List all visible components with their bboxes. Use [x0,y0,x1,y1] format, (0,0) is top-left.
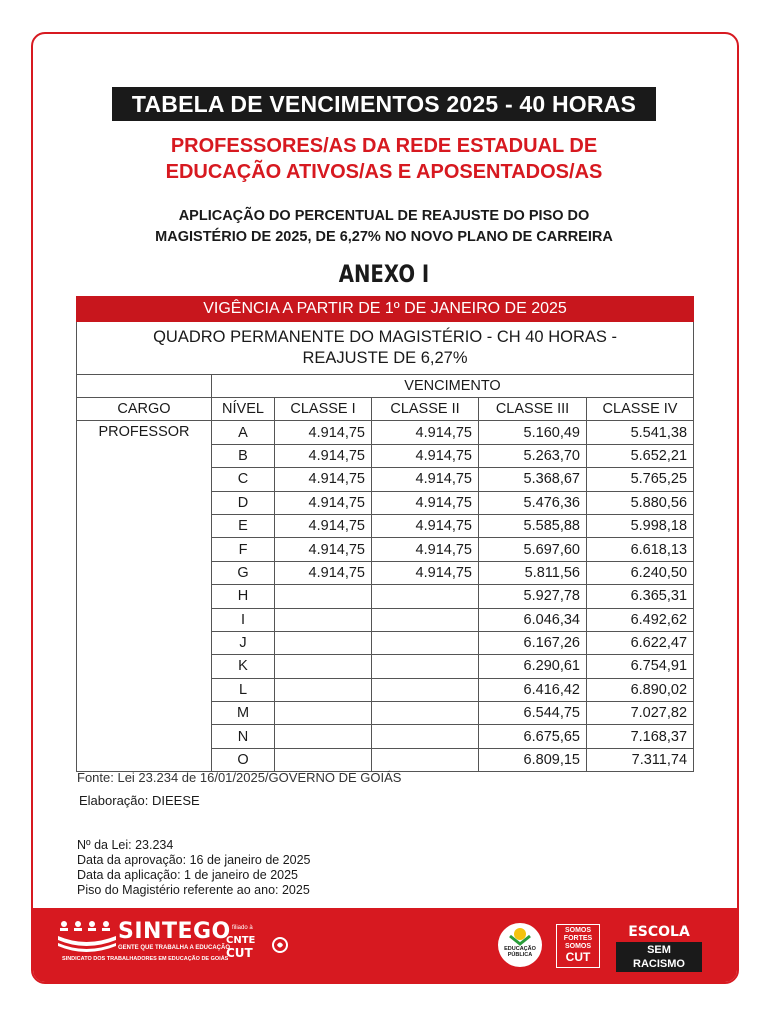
classe-4-cell: 6.622,47 [587,631,694,654]
subtitle-line-2: EDUCAÇÃO ATIVOS/AS E APOSENTADOS/AS [165,161,603,183]
classe-3-cell: 5.927,78 [479,585,587,608]
classe-4-cell: 5.880,56 [587,491,694,514]
somos-fortes-logo [556,924,600,968]
quadro-line-2: REAJUSTE DE 6,27% [302,349,468,367]
classe-2-cell [372,585,479,608]
classe-4-cell: 5.652,21 [587,444,694,467]
classe-4-cell: 5.998,18 [587,514,694,537]
elaboration-note: Elaboração: DIEESE [79,793,200,808]
classe-4-cell: 6.240,50 [587,561,694,584]
classe-4-cell: 5.765,25 [587,468,694,491]
col-header-cargo: CARGO [77,398,212,421]
classe-1-cell [275,655,372,678]
classe-2-cell [372,725,479,748]
nivel-cell: O [212,748,275,771]
piso-year: Piso do Magistério referente ao ano: 2025 [77,883,310,897]
validity-row [77,297,694,322]
annex-heading: ANEXO I [338,260,430,288]
nivel-cell: A [212,421,275,444]
classe-2-cell: 4.914,75 [372,444,479,467]
subtitle-line-1: PROFESSORES/AS DA REDE ESTADUAL DE [170,135,598,157]
classe-1-cell [275,608,372,631]
sintego-name: SINTEGO [118,919,231,944]
vencimento-header: VENCIMENTO [212,375,694,398]
classe-3-cell: 5.368,67 [479,468,587,491]
escola-text: ESCOLA [628,924,690,940]
blank-cell [77,375,212,398]
somos-fortes-text: SOMOS FORTES SOMOS [563,927,593,950]
validity-header: VIGÊNCIA A PARTIR DE 1º DE JANEIRO DE 2025 [77,297,694,322]
classe-3-cell: 6.416,42 [479,678,587,701]
page-title: TABELA DE VENCIMENTOS 2025 - 40 HORAS [112,87,656,121]
classe-1-cell [275,678,372,701]
classe-4-cell: 7.311,74 [587,748,694,771]
classe-3-cell: 5.160,49 [479,421,587,444]
nivel-cell: H [212,585,275,608]
law-number: Nº da Lei: 23.234 [77,838,174,852]
filiado-label: filiado à [232,925,253,931]
quadro-row [77,322,694,375]
classe-3-cell: 6.046,34 [479,608,587,631]
nivel-cell: D [212,491,275,514]
classe-2-cell: 4.914,75 [372,538,479,561]
classe-1-cell [275,585,372,608]
classe-4-cell: 6.754,91 [587,655,694,678]
col-header-classe-2: CLASSE II [372,398,479,421]
nivel-cell: L [212,678,275,701]
classe-4-cell: 6.890,02 [587,678,694,701]
classe-1-cell: 4.914,75 [275,444,372,467]
classe-2-cell: 4.914,75 [372,561,479,584]
col-header-classe-3: CLASSE III [479,398,587,421]
vencimento-row [77,375,694,398]
classe-2-cell [372,608,479,631]
nivel-cell: B [212,444,275,467]
classe-3-cell: 6.809,15 [479,748,587,771]
classe-2-cell [372,748,479,771]
classe-4-cell: 6.618,13 [587,538,694,561]
classe-1-cell: 4.914,75 [275,561,372,584]
classe-2-cell [372,655,479,678]
subtitle [60,133,708,185]
sintego-tagline: GENTE QUE TRABALHA A EDUCAÇÃO [118,945,230,951]
nivel-cell: G [212,561,275,584]
classe-2-cell: 4.914,75 [372,514,479,537]
classe-1-cell: 4.914,75 [275,421,372,444]
classe-1-cell [275,748,372,771]
sintego-people-icon [56,918,118,954]
nivel-cell: C [212,468,275,491]
somos-cut-text: CUT [565,950,591,964]
cargo-cell: PROFESSOR [77,421,212,772]
application-date: Data da aplicação: 1 de janeiro de 2025 [77,868,298,882]
educacao-publica-label: EDUCAÇÃO PÚBLICA [504,946,536,958]
col-header-classe-4: CLASSE IV [587,398,694,421]
col-header-classe-1: CLASSE I [275,398,372,421]
classe-4-cell: 7.027,82 [587,702,694,725]
classe-2-cell: 4.914,75 [372,468,479,491]
table-body [77,421,694,772]
description-line-2: MAGISTÉRIO DE 2025, DE 6,27% NO NOVO PLANO DE CARREIRA [155,229,613,245]
classe-1-cell: 4.914,75 [275,514,372,537]
cut-text: CUT [226,946,253,960]
classe-4-cell: 6.492,62 [587,608,694,631]
classe-2-cell: 4.914,75 [372,421,479,444]
approval-date: Data da aprovação: 16 de janeiro de 2025 [77,853,311,867]
partner-emblem-icon [272,936,288,954]
salary-table [76,296,694,772]
classe-3-cell: 5.263,70 [479,444,587,467]
nivel-cell: N [212,725,275,748]
classe-1-cell [275,702,372,725]
classe-1-cell: 4.914,75 [275,491,372,514]
column-header-row [77,398,694,421]
classe-3-cell: 5.585,88 [479,514,587,537]
nivel-cell: F [212,538,275,561]
description [60,206,708,248]
classe-3-cell: 6.290,61 [479,655,587,678]
classe-2-cell: 4.914,75 [372,491,479,514]
cnte-cut-logo [226,934,255,960]
cnte-text: CNTE [226,935,256,946]
classe-1-cell [275,631,372,654]
table-row [77,421,694,444]
description-line-1: APLICAÇÃO DO PERCENTUAL DE REAJUSTE DO PISO DO [178,208,590,224]
educacao-publica-badge-icon [496,922,544,968]
nivel-cell: M [212,702,275,725]
col-header-nivel: NÍVEL [212,398,275,421]
nivel-cell: E [212,514,275,537]
law-info [77,838,311,898]
escola-sem-racismo-logo [616,924,702,970]
classe-1-cell: 4.914,75 [275,468,372,491]
classe-3-cell: 5.697,60 [479,538,587,561]
quadro-header [77,322,694,375]
classe-4-cell: 6.365,31 [587,585,694,608]
classe-4-cell: 5.541,38 [587,421,694,444]
classe-3-cell: 5.476,36 [479,491,587,514]
sem-racismo-text: SEM RACISMO [616,942,702,972]
classe-2-cell [372,678,479,701]
classe-3-cell: 6.675,65 [479,725,587,748]
nivel-cell: K [212,655,275,678]
nivel-cell: I [212,608,275,631]
classe-1-cell [275,725,372,748]
classe-2-cell [372,702,479,725]
classe-1-cell: 4.914,75 [275,538,372,561]
classe-3-cell: 6.544,75 [479,702,587,725]
nivel-cell: J [212,631,275,654]
quadro-line-1: QUADRO PERMANENTE DO MAGISTÉRIO - CH 40 HORAS - [153,328,617,346]
sintego-full-name: SINDICATO DOS TRABALHADORES EM EDUCAÇÃO DE GOIÁS [62,956,229,962]
classe-3-cell: 5.811,56 [479,561,587,584]
source-note: Fonte: Lei 23.234 de 16/01/2025/GOVERNO DE GOIÁS [77,770,402,785]
classe-2-cell [372,631,479,654]
classe-3-cell: 6.167,26 [479,631,587,654]
classe-4-cell: 7.168,37 [587,725,694,748]
